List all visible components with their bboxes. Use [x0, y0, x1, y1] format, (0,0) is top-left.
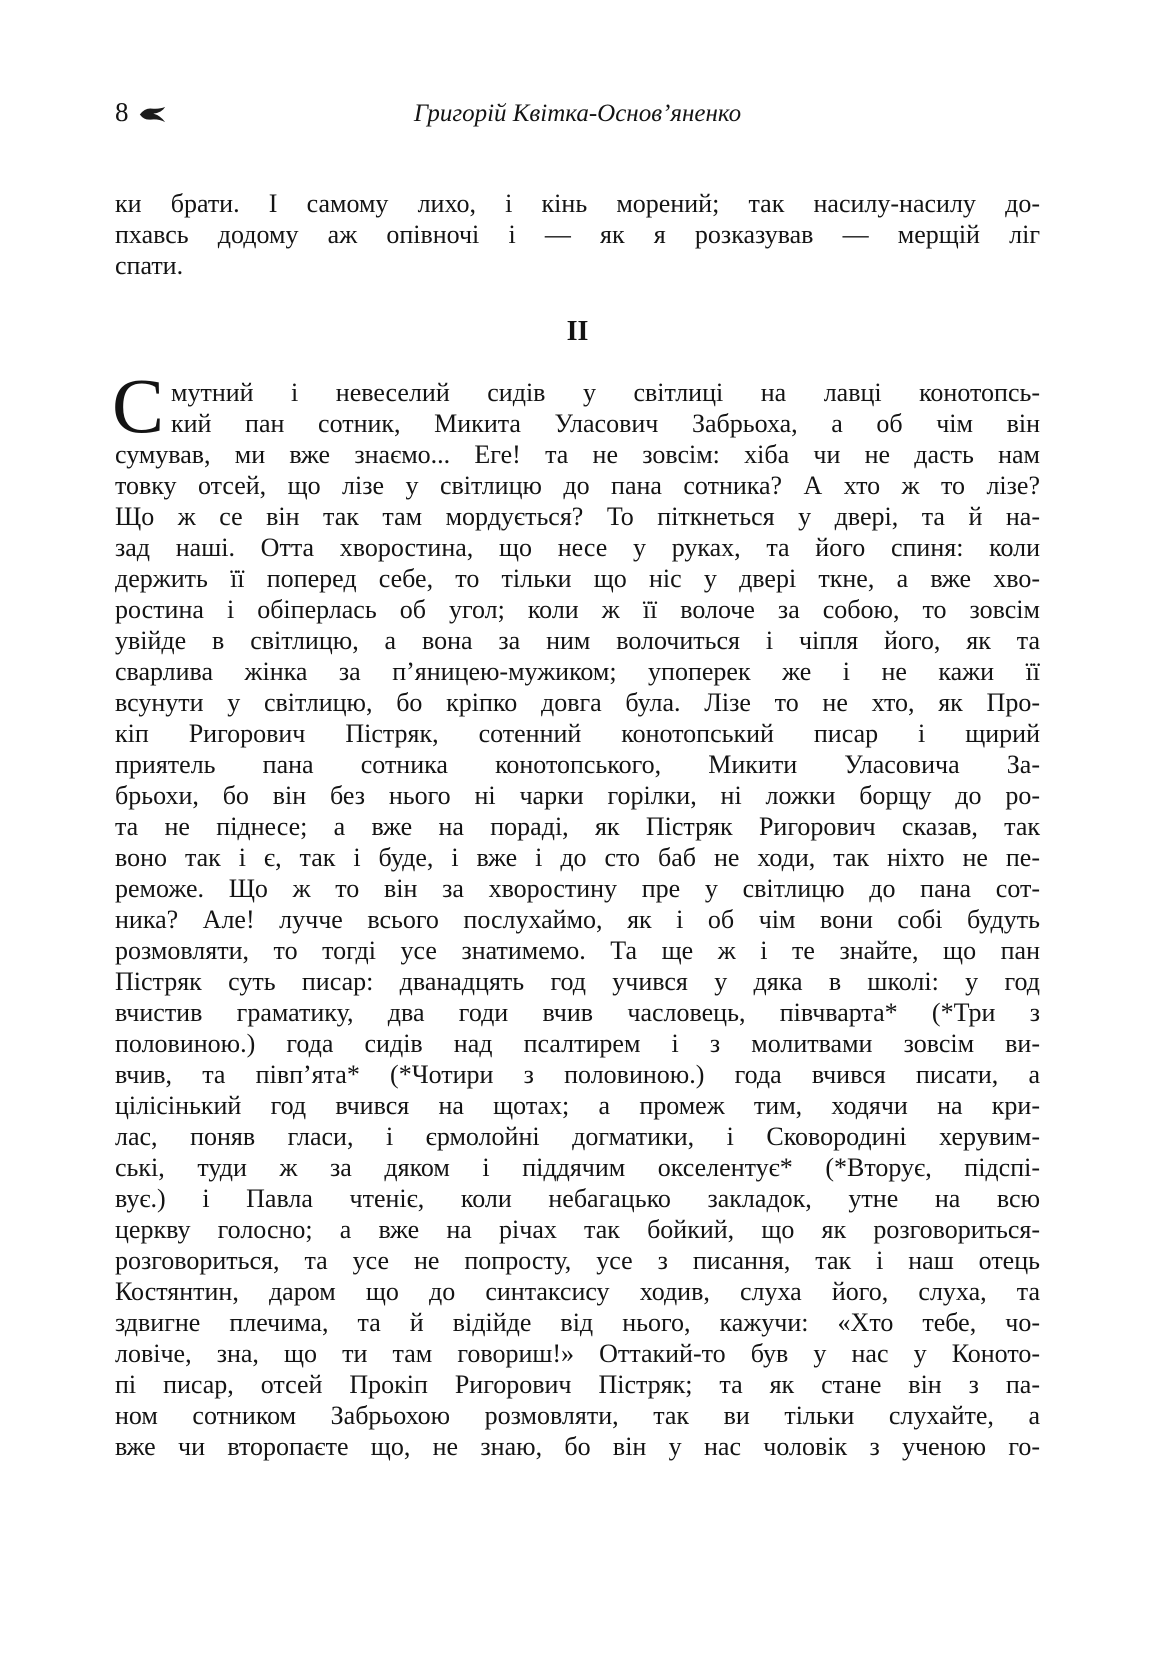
text-line: брьохи, бо він без нього ні чарки горілки, ні ложки борщу до ро-: [115, 781, 1040, 810]
text-line: ловіче, зна, що ти там говориш!» Оттакий-то був у нас у Коното-: [115, 1339, 1040, 1368]
text-line: спати.: [115, 251, 184, 280]
text-line: ном сотником Забрьохою розмовляти, так ви тільки слухайте, а: [115, 1401, 1040, 1430]
running-header: [115, 96, 1040, 130]
text-line: кіп Ригорович Пістряк, сотенний конотопський писар і щирий: [115, 719, 1040, 748]
text-line: зад наші. Отта хворостина, що несе у руках, та його спиня: коли: [115, 533, 1040, 562]
text-line: вчистив граматику, два годи вчив часловець, півчварта* (*Три з: [115, 998, 1040, 1027]
text-line: розговориться, та усе не попросту, усе з писання, так і наш отець: [115, 1246, 1040, 1275]
text-line: ника? Але! лучче всього послухаймо, як і об чім вони собі будуть: [115, 905, 1040, 934]
text-line: увійде в світлицю, а вона за ним волочиться і чіпля його, як та: [115, 626, 1040, 655]
text-line: товку отсей, що лізе у світлицю до пана сотника? А хто ж то лізе?: [115, 471, 1040, 500]
text-line: вже чи второпаєте що, не знаю, бо він у нас чоловік з ученою го-: [115, 1432, 1040, 1461]
paragraph-lines: [115, 377, 1040, 1462]
text-line: та не піднесе; а вже на пораді, як Пістряк Ригорович сказав, так: [115, 812, 1040, 841]
paragraph-continuation: [115, 188, 1040, 281]
text-line: вує.) і Павла чтеніє, коли небагацько закладок, утне на всю: [115, 1184, 1040, 1213]
text-line: здвигне плечима, та й відійде від нього, кажучи: «Хто тебе, чо-: [115, 1308, 1040, 1337]
text-line: ки брати. І самому лихо, і кінь морений; так насилу-насилу до-: [115, 189, 1040, 218]
text-line: кий пан сотник, Микита Уласович Забрьоха, а об чім він: [171, 409, 1040, 438]
running-title: Григорій Квітка-Основ’яненко: [413, 100, 742, 127]
text-line: ростина і обіперлась об угол; коли ж її волоче за собою, то зовсім: [115, 595, 1040, 624]
text-line: пі писар, отсей Прокіп Ригорович Пістряк; та як стане він з па-: [115, 1370, 1040, 1399]
text-line: сварлива жінка за п’яницею-мужиком; упоперек же і не кажи її: [115, 657, 1040, 686]
text-line: половиною.) года сидів над псалтирем і з молитвами зовсім ви-: [115, 1029, 1040, 1058]
text-line: Костянтин, даром що до синтаксису ходив, слуха його, слуха, та: [115, 1277, 1040, 1306]
text-line: держить її поперед себе, то тільки що ніс у двері ткне, а вже хво-: [115, 564, 1040, 593]
text-line: цілісінький год вчився на щотах; а промеж тим, ходячи на кри-: [115, 1091, 1040, 1120]
text-line: вчив, та півп’ята* (*Чотири з половиною.) года вчився писати, а: [115, 1060, 1040, 1089]
page-number: 8: [115, 97, 129, 127]
text-line: всунути у світлицю, бо кріпко довга була. Лізе то не хто, як Про-: [115, 688, 1040, 717]
text-line: Що ж се він так там мордується? То піткнеться у двері, та й на-: [115, 502, 1040, 531]
text-line: пхавсь додому аж опівночі і — як я розказував — мерщій ліг: [115, 220, 1040, 249]
text-line: воно так і є, так і буде, і вже і до сто баб не ходи, так ніхто не пе-: [115, 843, 1040, 872]
paragraph-opening: [112, 362, 1040, 1462]
text-line: мутний і невеселий сидів у світлиці на лавці конотопсь-: [171, 378, 1040, 407]
text-line: розмовляти, то тогді усе знатимемо. Та ще ж і те знайте, що пан: [115, 936, 1040, 965]
drop-cap: С: [112, 362, 165, 449]
text-line: приятель пана сотника конотопського, Микити Уласовича За-: [115, 750, 1040, 779]
section-heading: II: [566, 316, 589, 347]
text-line: сумував, ми вже знаємо... Еге! та не зовсім: хіба чи не дасть нам: [115, 440, 1040, 469]
text-line: реможе. Що ж то він за хворостину пре у світлицю до пана сот-: [115, 874, 1040, 903]
text-line: лас, поняв гласи, і єрмолойні догматики, і Сковородині херувим-: [115, 1122, 1040, 1151]
text-line: ські, туди ж за дяком і піддячим окселентує* (*Вторує, підспі-: [115, 1153, 1040, 1182]
text-line: Пістряк суть писар: дванадцять год учився у дяка в школі: у год: [115, 967, 1040, 996]
text-line: церкву голосно; а вже на річах так бойкий, що як розговориться-: [115, 1215, 1040, 1244]
